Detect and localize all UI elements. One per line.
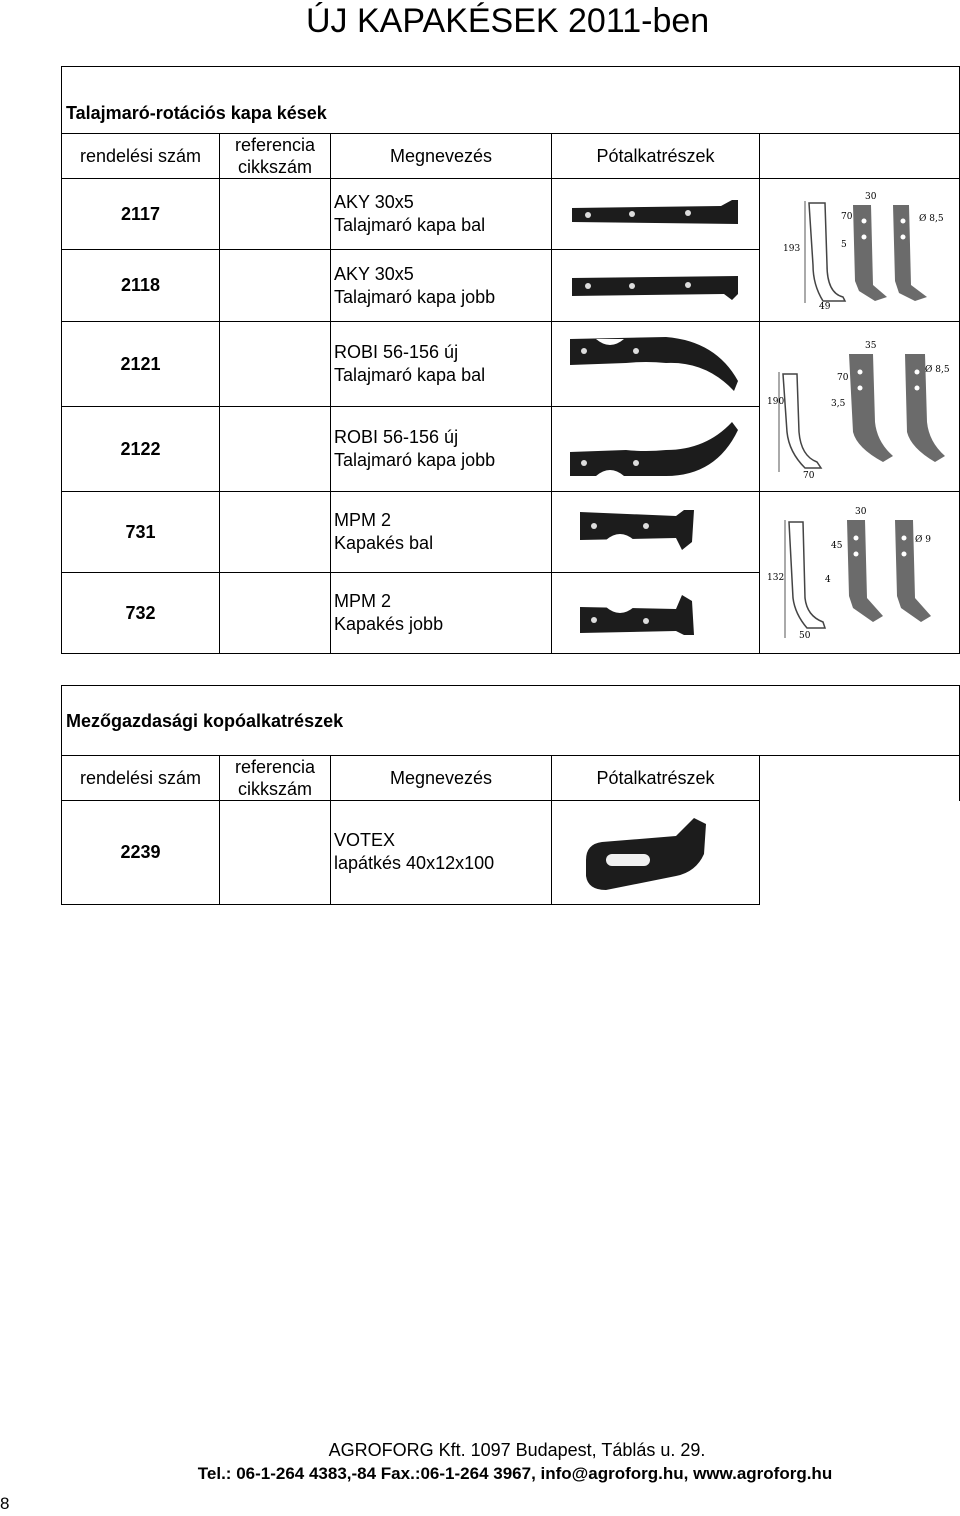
header-reference: referencia cikkszám	[220, 756, 331, 801]
company-address: AGROFORG Kft. 1097 Budapest, Táblás u. 29.	[328, 1440, 706, 1460]
part-image	[552, 250, 760, 322]
product-name: ROBI 56-156 új Talajmaró kapa bal	[331, 322, 552, 407]
svg-text:193: 193	[782, 244, 800, 254]
product-name: MPM 2 Kapakés bal	[331, 492, 552, 573]
svg-text:30: 30	[864, 192, 876, 202]
product-name: AKY 30x5 Talajmaró kapa bal	[331, 179, 552, 250]
header-parts: Pótalkatrészek	[552, 134, 760, 179]
section-title: Talajmaró-rotációs kapa kések	[62, 67, 960, 134]
table-row	[62, 322, 960, 407]
part-image	[552, 322, 760, 407]
part-image	[552, 179, 760, 250]
header-reference: referencia cikkszám	[220, 134, 331, 179]
product-name: MPM 2 Kapakés jobb	[331, 573, 552, 654]
svg-text:4: 4	[824, 574, 831, 585]
svg-text:132: 132	[766, 572, 784, 583]
blade-image-icon	[566, 416, 746, 482]
wear-parts-table	[61, 685, 960, 905]
reference-number	[220, 801, 331, 905]
svg-text:45: 45	[830, 540, 842, 551]
technical-drawing	[760, 492, 960, 654]
section-title: Mezőgazdasági kopóalkatrészek	[62, 686, 960, 756]
reference-number	[220, 179, 331, 250]
dimension-drawing-icon	[775, 185, 945, 315]
table-header-row	[62, 134, 960, 179]
part-image	[552, 492, 760, 573]
company-contact: Tel.: 06-1-264 4383,-84 Fax.:06-1-264 3967, info@agroforg.hu, www.agroforg.hu	[197, 1464, 833, 1483]
order-number: 2118	[62, 250, 220, 322]
header-name: Megnevezés	[331, 134, 552, 179]
blade-image-icon	[566, 331, 746, 397]
product-name: ROBI 56-156 új Talajmaró kapa jobb	[331, 407, 552, 492]
blade-image-icon	[566, 266, 746, 306]
svg-text:5: 5	[840, 240, 847, 250]
svg-text:Ø 8,5: Ø 8,5	[924, 364, 950, 375]
svg-text:Ø 9: Ø 9	[914, 534, 931, 545]
part-image	[552, 407, 760, 492]
header-name: Megnevezés	[331, 756, 552, 801]
table-row	[62, 801, 960, 905]
product-name: VOTEX lapátkés 40x12x100	[331, 801, 552, 905]
technical-drawing	[760, 179, 960, 322]
knife-table	[61, 66, 960, 654]
svg-text:70: 70	[802, 470, 814, 481]
order-number: 2239	[62, 801, 220, 905]
svg-text:Ø 8,5: Ø 8,5	[918, 214, 944, 224]
blade-image-icon	[566, 502, 746, 562]
reference-number	[220, 407, 331, 492]
reference-number	[220, 250, 331, 322]
order-number: 2121	[62, 322, 220, 407]
svg-text:30: 30	[854, 506, 866, 517]
svg-text:70: 70	[836, 372, 848, 383]
page-number: 8	[0, 1494, 10, 1513]
paddle-knife-image-icon	[566, 810, 746, 896]
order-number: 2117	[62, 179, 220, 250]
svg-text:3,5: 3,5	[830, 398, 845, 409]
page-title: ÚJ KAPAKÉSEK 2011-ben	[306, 2, 710, 40]
header-order-no: rendelési szám	[62, 756, 220, 801]
part-image	[552, 801, 760, 905]
table-header-row	[62, 756, 960, 801]
empty-cell	[760, 801, 960, 905]
svg-text:70: 70	[840, 212, 852, 222]
product-name: AKY 30x5 Talajmaró kapa jobb	[331, 250, 552, 322]
reference-number	[220, 492, 331, 573]
dimension-drawing-icon	[765, 332, 955, 482]
svg-text:190: 190	[766, 396, 784, 407]
header-parts: Pótalkatrészek	[552, 756, 760, 801]
blade-image-icon	[566, 583, 746, 643]
order-number: 732	[62, 573, 220, 654]
dimension-drawing-icon	[765, 498, 955, 648]
part-image	[552, 573, 760, 654]
svg-text:50: 50	[798, 630, 810, 641]
blade-image-icon	[566, 194, 746, 234]
header-empty	[760, 134, 960, 179]
svg-text:35: 35	[864, 340, 876, 351]
table-row	[62, 179, 960, 250]
header-empty	[760, 756, 960, 801]
reference-number	[220, 322, 331, 407]
svg-text:49: 49	[818, 302, 830, 312]
order-number: 2122	[62, 407, 220, 492]
technical-drawing	[760, 322, 960, 492]
order-number: 731	[62, 492, 220, 573]
table-row	[62, 492, 960, 573]
header-order-no: rendelési szám	[62, 134, 220, 179]
reference-number	[220, 573, 331, 654]
